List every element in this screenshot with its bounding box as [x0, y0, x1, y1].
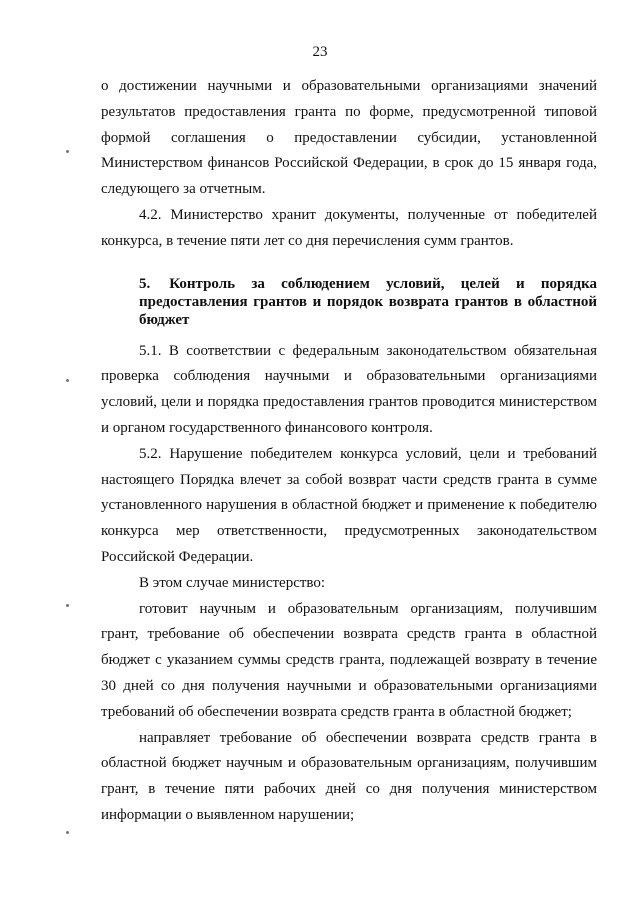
paragraph-4-2: 4.2. Министерство хранит документы, полученные от победителей конкурса, в течение пяти лет со дня перечисления сумм грантов.	[101, 206, 597, 249]
scan-mark	[66, 604, 69, 607]
section-5-heading	[101, 275, 597, 329]
scan-mark	[66, 831, 69, 834]
scan-mark	[66, 150, 69, 153]
paragraph-5-1: 5.1. В соответствии с федеральным законодательством обязательная проверка соблюдения научными и образовательными организациями условий, цели и порядка предоставления грантов проводится министерством и органом государственного финансового контроля.	[101, 342, 597, 436]
document-body	[101, 74, 597, 829]
section-5-title: Контроль за соблюдением условий, целей и порядка предоставления грантов и порядок возврата грантов в областной бюджет	[139, 275, 597, 328]
paragraph-prepares-demand: готовит научным и образовательным организациям, получившим грант, требование об обеспечении возврата средств гранта в областной бюджет с указанием суммы средств гранта, подлежащей возврату в течение 30 дней со дня получения научными и образовательными организациями требований об обеспечении возврата средств гранта в областной бюджет;	[101, 600, 597, 720]
paragraph-5-2: 5.2. Нарушение победителем конкурса условий, цели и требований настоящего Порядка влечет за собой возврат части средств гранта в сумме установленного нарушения в областной бюджет и применение к победителю конкурса мер ответственности, предусмотренных законодательством Российской Федерации.	[101, 445, 597, 565]
paragraph-ministry-intro: В этом случае министерство:	[139, 574, 326, 591]
page-number: 23	[312, 44, 328, 60]
paragraph-sends-demand: направляет требование об обеспечении возврата средств гранта в областной бюджет научным и образовательным организациям, получившим грант, в течение пяти рабочих дней со дня получения министерством информации о выявленном нарушении;	[101, 729, 597, 823]
paragraph-continuation: о достижении научными и образовательными организациями значений результатов предоставления гранта по форме, предусмотренной типовой формой соглашения о предоставлении субсидии, установленной Министерством финансов Российской Федерации, в срок до 15 января года, следующего за отчетным.	[101, 78, 597, 198]
scan-mark	[66, 379, 69, 382]
section-5-number: 5.	[139, 275, 151, 292]
